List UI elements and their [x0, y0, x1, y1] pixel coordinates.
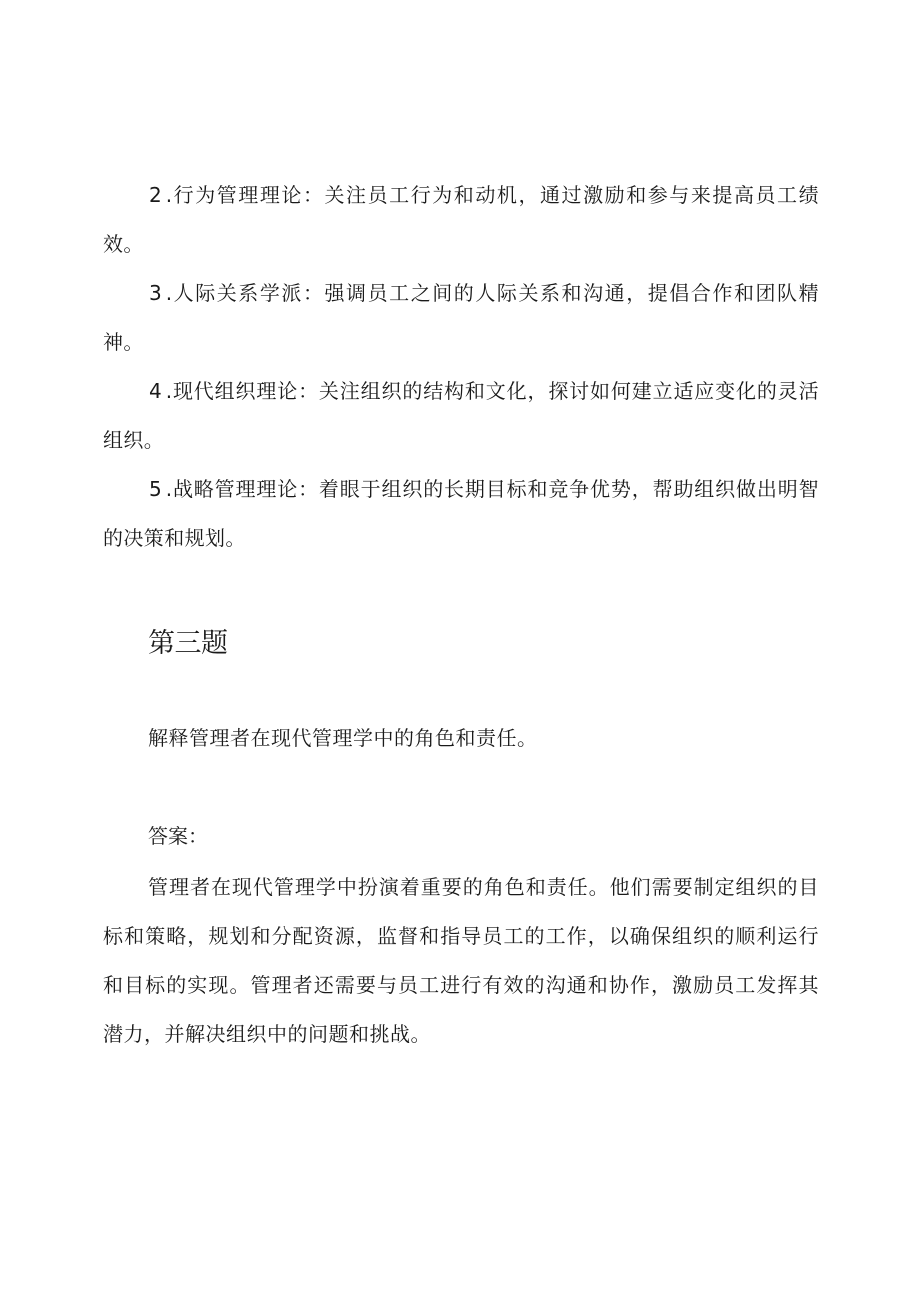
section-heading: 第三题 — [148, 628, 228, 659]
list-item-number: 5 — [149, 477, 166, 501]
list-item — [103, 367, 819, 465]
answer-label: 答案： — [148, 824, 208, 848]
list-item-number: 4 — [149, 379, 166, 403]
list-item-text: .行为管理理论：关注员工行为和动机，通过激励和参与来提高员工绩效。 — [103, 183, 819, 256]
list-item-number: 2 — [149, 183, 166, 207]
answer-text: 管理者在现代管理学中扮演着重要的角色和责任。他们需要制定组织的目标和策略，规划和分配资源，监督和指导员工的工作，以确保组织的顺利运行和目标的实现。管理者还需要与员工进行有效的沟通和协作，激励员工发挥其潜力，并解决组织中的问题和挑战。 — [103, 875, 819, 1046]
list-item — [103, 171, 819, 269]
list-item-text: .战略管理理论：着眼于组织的长期目标和竞争优势，帮助组织做出明智的决策和规划。 — [103, 477, 819, 550]
question-text: 解释管理者在现代管理学中的角色和责任。 — [148, 726, 538, 750]
list-item-text: .人际关系学派：强调员工之间的人际关系和沟通，提倡合作和团队精神。 — [103, 281, 819, 354]
list-item — [103, 269, 819, 367]
list-item-text: .现代组织理论：关注组织的结构和文化，探讨如何建立适应变化的灵活组织。 — [103, 379, 819, 452]
list-item — [103, 465, 819, 563]
list-item-number: 3 — [149, 281, 166, 305]
